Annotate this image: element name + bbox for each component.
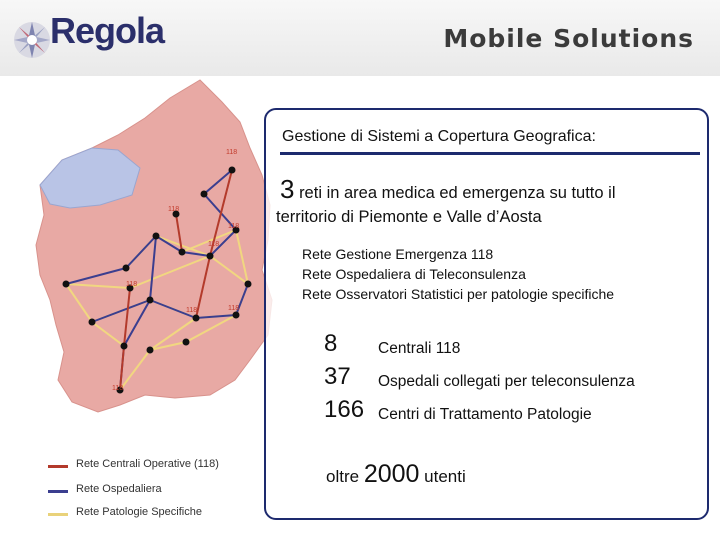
info-panel [264,108,709,520]
node-label: 118 [186,307,198,314]
lead-text-2: territorio di Piemonte e Valle d’Aosta [276,208,542,226]
node-label: 118 [208,241,220,248]
node [207,253,214,260]
node [153,233,160,240]
network-item: Rete Ospedaliera di Teleconsulenza [302,266,526,282]
stat-value: 8 [324,330,338,357]
node [179,249,186,256]
lead-number: 3 [280,174,295,204]
node-label: 118 [226,149,238,156]
node [123,265,130,272]
node [229,167,236,174]
users-suffix: utenti [424,467,466,486]
stat-label: Centrali 118 [378,340,461,357]
stat-label: Ospedali collegati per teleconsulenza [378,373,635,390]
node [193,315,200,322]
legend-swatch [48,465,68,468]
title-divider [280,152,700,155]
logo-petals-icon [14,22,50,58]
node-label: 118 [228,223,240,230]
node [89,319,96,326]
network-item: Rete Osservatori Statistici per patologie specifiche [302,286,615,302]
region-shape [36,80,272,412]
logo-text: Regola [50,10,165,51]
brand-title: Mobile Solutions [443,24,694,53]
node [121,343,128,350]
users-prefix: oltre [326,467,360,486]
node-label: 118 [126,281,138,288]
panel-title: Gestione di Sistemi a Copertura Geografica: [282,128,596,145]
network-item: Rete Gestione Emergenza 118 [302,246,494,262]
legend-label: Rete Centrali Operative (118) [76,458,219,470]
node [147,297,154,304]
users-line [326,460,466,489]
map-svg [0,76,300,540]
node [147,347,154,354]
node [233,312,240,319]
node-label: 118 [168,206,180,213]
node-label: 118 [112,385,124,392]
legend-swatch [48,513,68,516]
header-bar [0,0,720,76]
legend-swatch [48,490,68,493]
node [63,281,70,288]
node [201,191,208,198]
lead-text: reti in area medica ed emergenza su tutto il [299,184,616,202]
legend-label: Rete Patologie Specifiche [76,506,202,518]
legend-label: Rete Ospedaliera [76,483,162,495]
network-map [0,76,300,540]
node [245,281,252,288]
users-value: 2000 [363,460,420,488]
node [183,339,190,346]
node-label: 118 [228,305,240,312]
lead-line [280,174,615,205]
stat-value: 37 [324,363,351,390]
stat-label: Centri di Trattamento Patologie [378,406,592,423]
stat-value: 166 [324,396,365,423]
